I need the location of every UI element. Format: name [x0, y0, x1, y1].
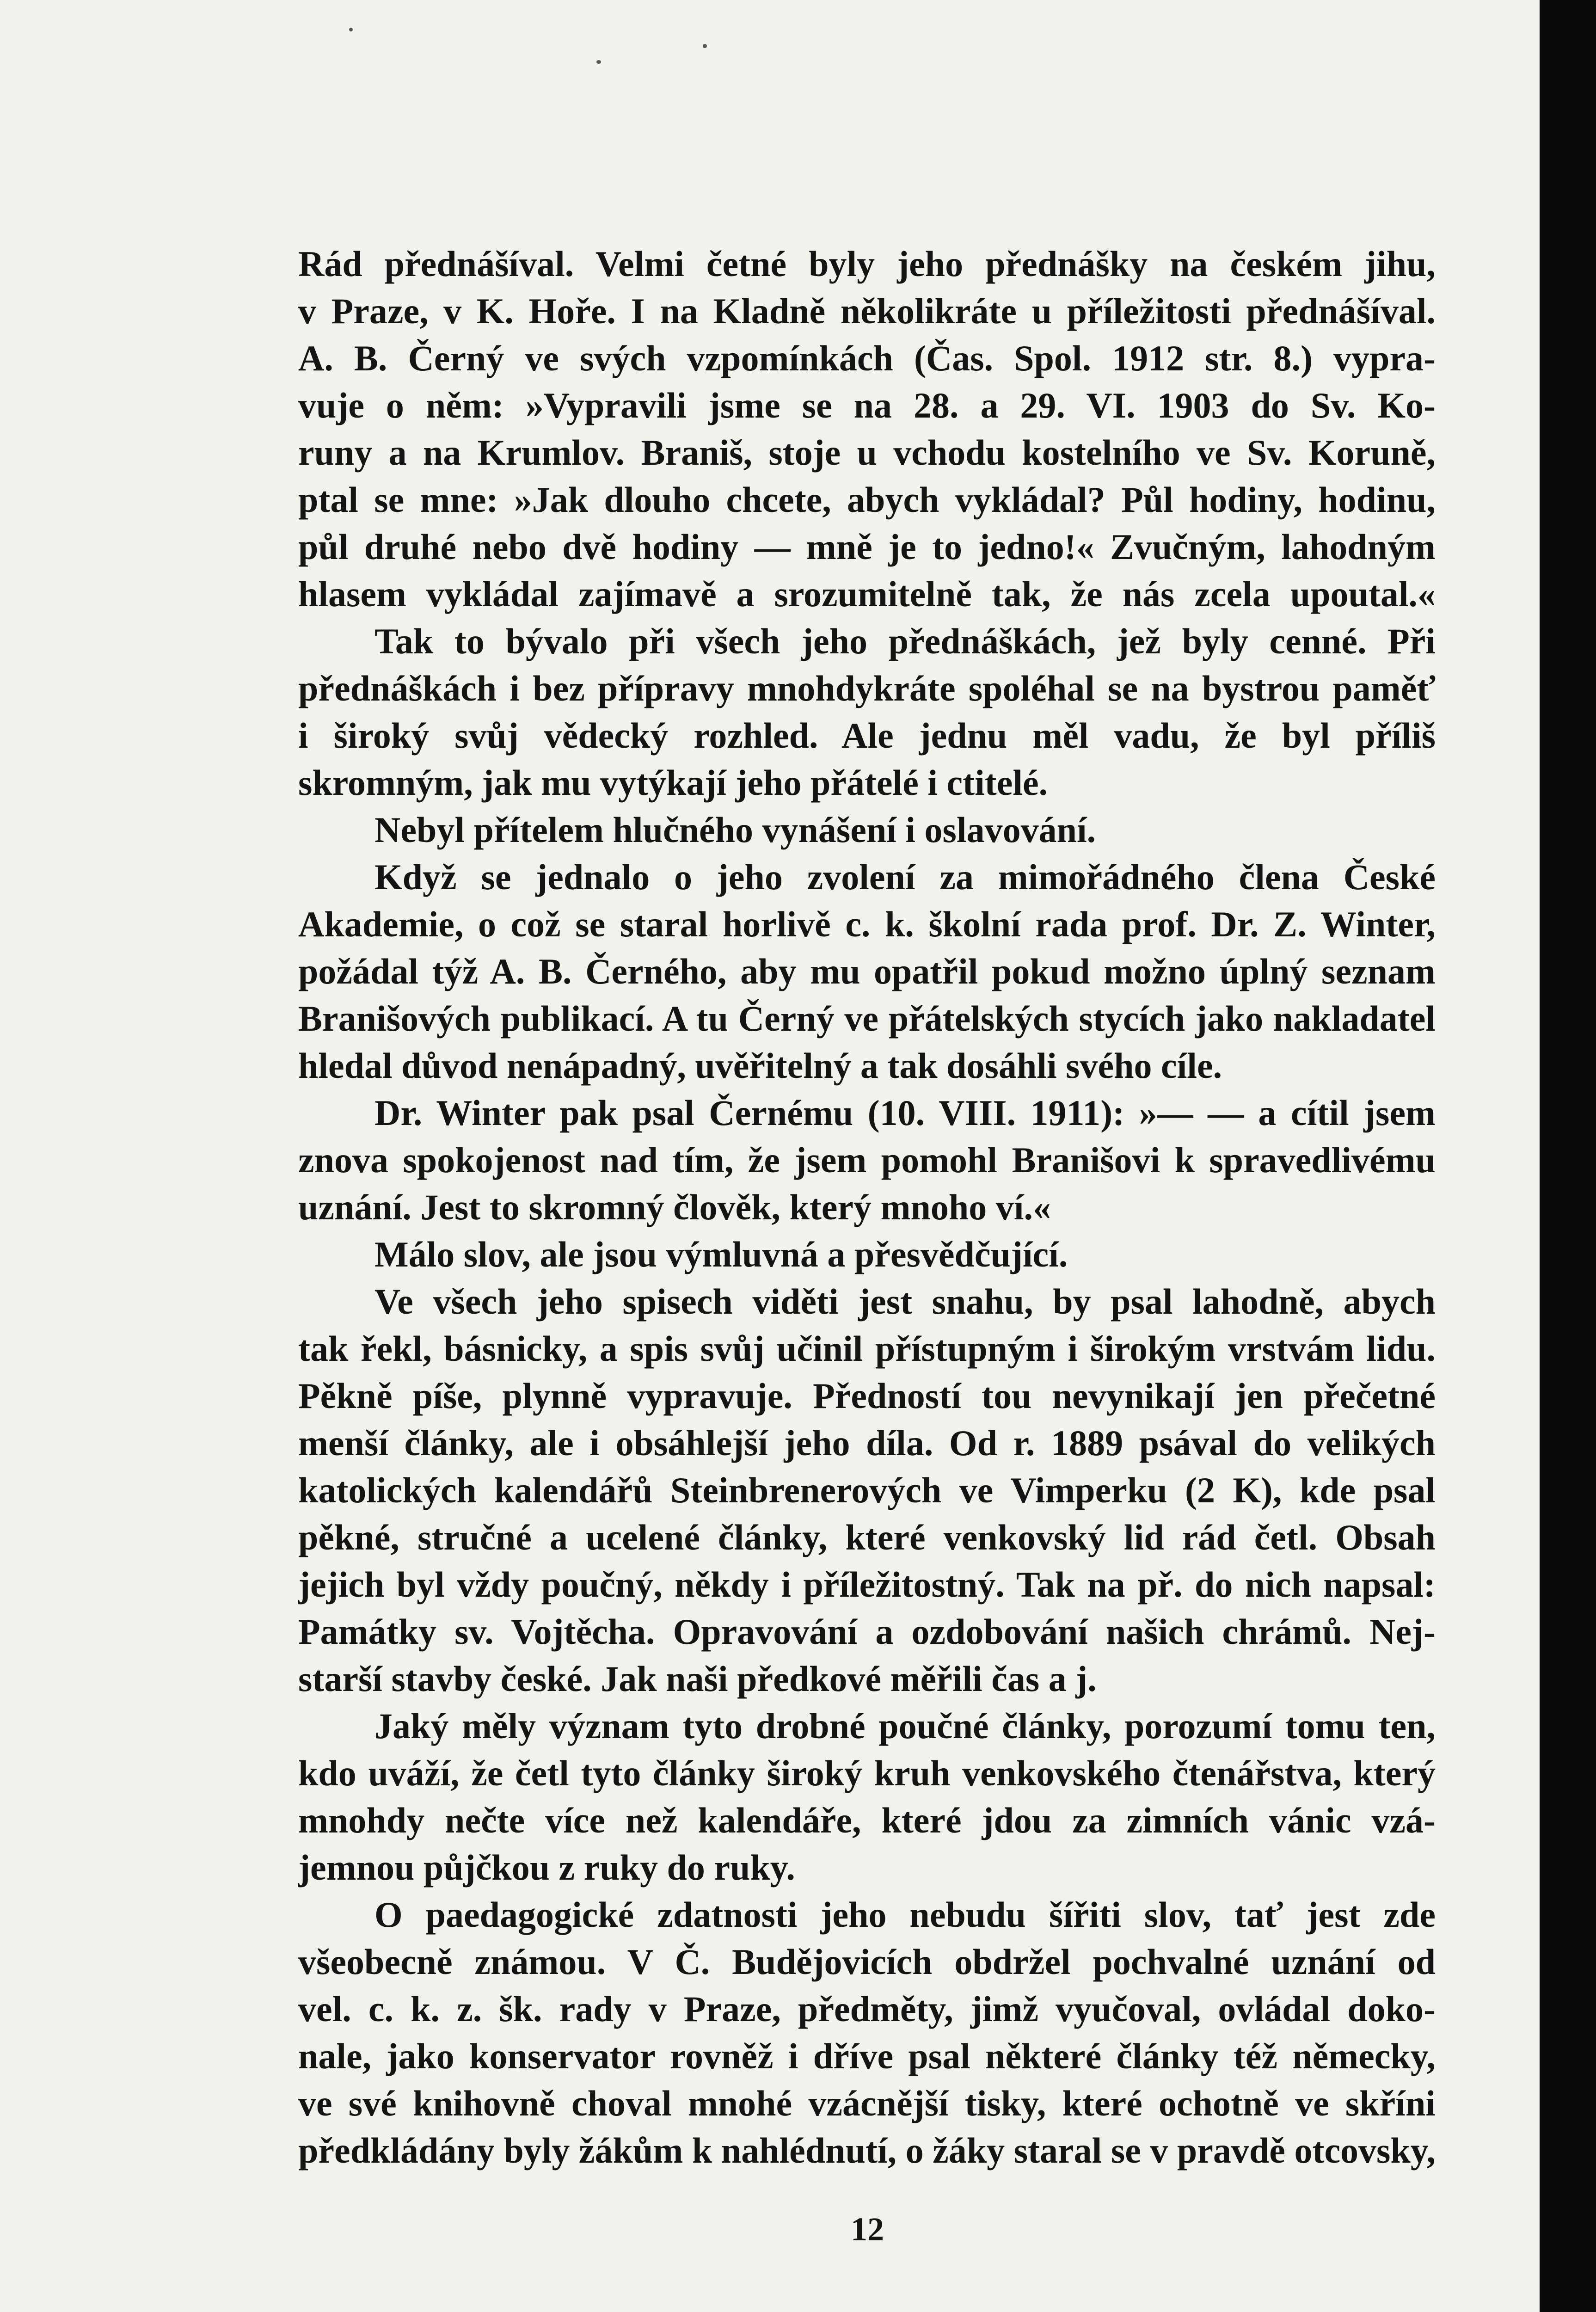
text-line: menší články, ale i obsáhlejší jeho díla. Od r. 1889 psával do velikých	[298, 1423, 1436, 1463]
text-line: Branišových publikací. A tu Černý ve přátelských stycích jako nakladatel	[298, 998, 1436, 1039]
text-line: přednáškách i bez přípravy mnohdykráte spoléhal se na bystrou paměť	[298, 668, 1436, 708]
text-line: Nebyl přítelem hlučného vynášení i oslavování.	[374, 810, 1096, 850]
text-line: Jaký měly význam tyto drobné poučné články, porozumí tomu ten,	[374, 1706, 1436, 1746]
text-line: Památky sv. Vojtěcha. Opravování a ozdobování našich chrámů. Nej-	[298, 1611, 1436, 1652]
text-line: jemnou půjčkou z ruky do ruky.	[298, 1847, 795, 1888]
text-line: i široký svůj vědecký rozhled. Ale jednu měl vadu, že byl příliš	[298, 715, 1436, 756]
text-line: znova spokojenost nad tím, že jsem pomohl Branišovi k spravedlivému	[298, 1140, 1436, 1180]
text-line: Ve všech jeho spisech viděti jest snahu, by psal lahodně, abych	[374, 1281, 1436, 1322]
text-line: půl druhé nebo dvě hodiny — mně je to jedno!« Zvučným, lahodným	[298, 527, 1436, 567]
text-line: Když se jednalo o jeho zvolení za mimořádného člena České	[374, 857, 1436, 897]
ink-speck	[703, 44, 707, 48]
body-text	[298, 240, 1436, 2174]
text-line: hledal důvod nenápadný, uvěřitelný a tak dosáhli svého cíle.	[298, 1045, 1222, 1086]
text-line: vuje o něm: »Vypravili jsme se na 28. a 29. VI. 1903 do Sv. Ko-	[298, 385, 1436, 425]
ink-speck	[596, 60, 601, 64]
text-line: runy a na Krumlov. Braniš, stoje u vchodu kostelního ve Sv. Koruně,	[298, 432, 1436, 473]
text-line: v Praze, v K. Hoře. I na Kladně několikráte u příležitosti přednášíval.	[298, 291, 1436, 331]
scan-border	[1540, 0, 1596, 2312]
text-line: Rád přednášíval. Velmi četné byly jeho přednášky na českém jihu,	[298, 244, 1436, 284]
text-line: Pěkně píše, plynně vypravuje. Předností tou nevynikají jen přečetné	[298, 1376, 1436, 1416]
text-line: starší stavby české. Jak naši předkové měřili čas a j.	[298, 1659, 1097, 1699]
text-line: ptal se mne: »Jak dlouho chcete, abych vykládal? Půl hodiny, hodinu,	[298, 480, 1436, 520]
text-line: Akademie, o což se staral horlivě c. k. školní rada prof. Dr. Z. Winter,	[298, 904, 1436, 944]
text-line: hlasem vykládal zajímavě a srozumitelně tak, že nás zcela upoutal.«	[298, 574, 1436, 614]
text-line: Málo slov, ale jsou výmluvná a přesvědčující.	[374, 1234, 1068, 1274]
text-line: katolických kalendářů Steinbrenerových ve Vimperku (2 K), kde psal	[298, 1470, 1436, 1510]
text-line: všeobecně známou. V Č. Budějovicích obdržel pochvalné uznání od	[298, 1942, 1436, 1982]
text-line: jejich byl vždy poučný, někdy i příležitostný. Tak na př. do nich napsal:	[298, 1564, 1436, 1605]
text-line: Dr. Winter pak psal Černému (10. VIII. 1911): »— — a cítil jsem	[374, 1093, 1436, 1133]
text-line: požádal týž A. B. Černého, aby mu opatřil pokud možno úplný seznam	[298, 951, 1436, 991]
text-line: předkládány byly žákům k nahlédnutí, o žáky staral se v pravdě otcovsky,	[298, 2130, 1436, 2171]
ink-speck	[349, 28, 353, 31]
text-line: tak řekl, básnicky, a spis svůj učinil přístupným i širokým vrstvám lidu.	[298, 1328, 1436, 1369]
text-line: vel. c. k. z. šk. rady v Praze, předměty, jimž vyučoval, ovládal doko-	[298, 1989, 1436, 2029]
text-line: A. B. Černý ve svých vzpomínkách (Čas. Spol. 1912 str. 8.) vypra-	[298, 338, 1436, 378]
text-line: uznání. Jest to skromný člověk, který mnoho ví.«	[298, 1187, 1051, 1227]
page-number: 12	[851, 2211, 884, 2248]
text-line: O paedagogické zdatnosti jeho nebudu šířiti slov, tať jest zde	[374, 1894, 1436, 1935]
text-line: Tak to bývalo při všech jeho přednáškách, jež byly cenné. Při	[374, 621, 1436, 661]
text-line: mnohdy nečte více než kalendáře, které jdou za zimních vánic vzá-	[298, 1800, 1436, 1840]
text-line: kdo uváží, že četl tyto články široký kruh venkovského čtenářstva, který	[298, 1753, 1436, 1793]
text-line: pěkné, stručné a ucelené články, které venkovský lid rád četl. Obsah	[298, 1517, 1436, 1557]
text-line: ve své knihovně choval mnohé vzácnější tisky, které ochotně ve skříni	[298, 2083, 1436, 2123]
text-line: nale, jako konservator rovněž i dříve psal některé články též německy,	[298, 2036, 1436, 2076]
text-line: skromným, jak mu vytýkají jeho přátelé i ctitelé.	[298, 762, 1048, 803]
